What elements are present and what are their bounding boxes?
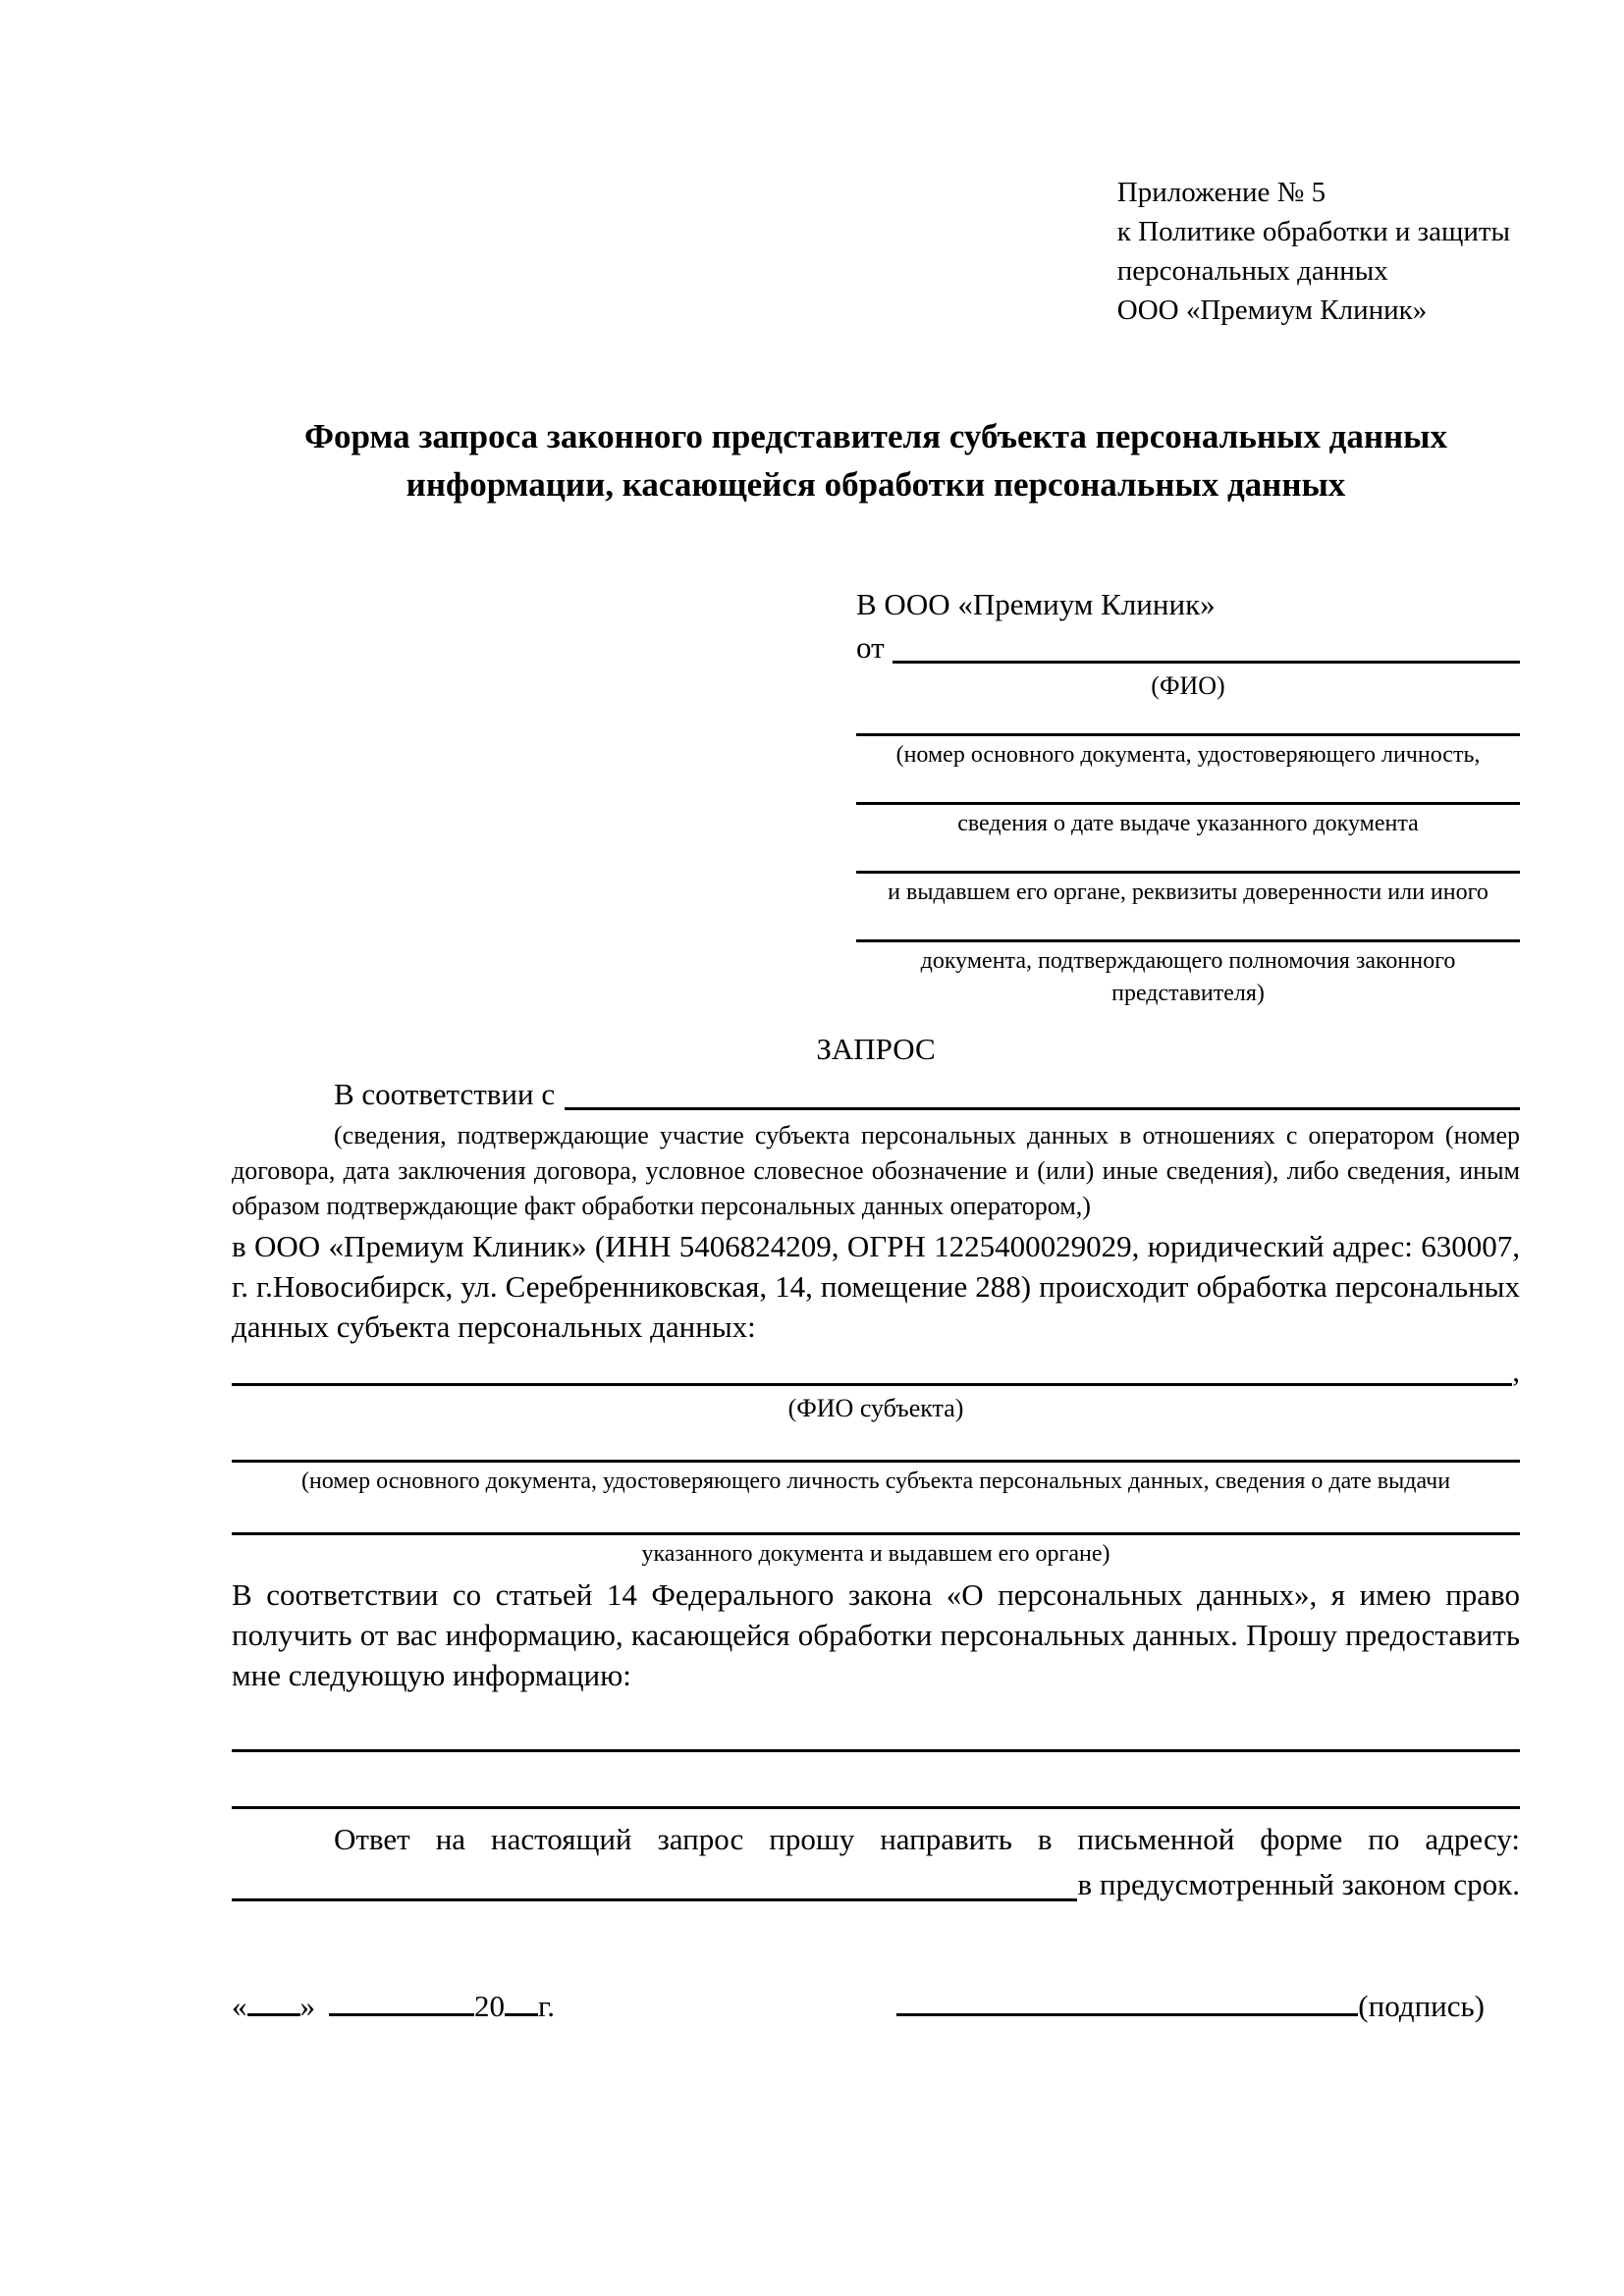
rights-paragraph: В соответствии со статьей 14 Федерального закона «О персональных данных», я имею право получить от вас информацию, касающейся обработки персональных данных. Прошу предоставить мне следующую информацию:	[232, 1577, 1520, 1692]
answer-deadline-text: в предусмотренный законом срок.	[1077, 1867, 1520, 1901]
annex-reference-line: Приложение № 5	[1116, 177, 1326, 208]
date-open-quote: «	[232, 1989, 247, 2023]
subject-document-field	[232, 1447, 1520, 1498]
annex-reference-line: персональных данных	[1116, 255, 1388, 287]
from-label: от	[856, 630, 885, 665]
subject-document-field	[232, 1520, 1520, 1571]
representative-document-caption: документа, подтверждающего полномочия законного представителя)	[920, 948, 1456, 1006]
representative-document-field	[856, 927, 1520, 1010]
answer-address-row	[232, 1862, 1520, 1907]
representative-document-blank-line	[856, 927, 1520, 942]
basis-label: В соответствии с	[334, 1077, 556, 1111]
subject-document-caption: (номер основного документа, удостоверяющего личность субъекта персональных данных, сведения о дате выдачи	[300, 1468, 1451, 1494]
date-year-suffix: г.	[538, 1989, 555, 2023]
request-heading: ЗАПРОС	[816, 1032, 936, 1066]
date-month-blank	[329, 1984, 474, 2016]
representative-document-blank-line	[856, 721, 1520, 736]
representative-document-blank-line	[856, 789, 1520, 805]
answer-paragraph: Ответ на настоящий запрос прошу направить в письменной форме по адресу:	[334, 1822, 1520, 1856]
representative-document-field	[856, 789, 1520, 840]
representative-document-caption: (номер основного документа, удостоверяющего личность,	[895, 742, 1481, 768]
annex-reference-line: ООО «Премиум Клиник»	[1116, 294, 1428, 326]
operator-paragraph: в ООО «Премиум Клиник» (ИНН 5406824209, ОГРН 1225400029029, юридический адрес: 630007, г. г.Новосибирск, ул. Серебренниковская, 14, помещение 288) происходит обработка персональных данных субъекта персональных данных:	[232, 1229, 1520, 1344]
requested-info-blank-line	[232, 1793, 1520, 1809]
from-row	[856, 626, 1520, 669]
representative-document-caption: сведения о дате выдаче указанного документа	[957, 811, 1419, 836]
requested-info-blank-line	[232, 1736, 1520, 1752]
date-year-blank	[505, 1984, 538, 2016]
addressee-block	[856, 583, 1520, 1010]
document-title: Форма запроса законного представителя субъекта персональных данных информации, касающейся обработки персональных данных	[304, 417, 1447, 504]
subject-fio-caption: (ФИО субъекта)	[787, 1394, 964, 1422]
subject-document-blank-line	[232, 1520, 1520, 1535]
signature-caption: (подпись)	[1358, 1989, 1485, 2023]
subject-document-blank-line	[232, 1447, 1520, 1463]
date-year-prefix: 20	[474, 1989, 505, 2023]
representative-document-field	[856, 858, 1520, 909]
subject-fio-row	[232, 1351, 1520, 1392]
annex-block	[1117, 173, 1510, 330]
date-day-blank	[247, 1984, 300, 2016]
answer-address-blank-line	[232, 1862, 1077, 1901]
subject-document-caption: указанного документа и выдавшем его органе)	[641, 1541, 1110, 1567]
basis-caption: (сведения, подтверждающие участие субъекта персональных данных в отношениях с оператором (номер договора, дата заключения договора, условное словесное обозначение и (или) иные сведения), либо сведения, иным образом подтверждающие факт обработки персональных данных оператором,)	[232, 1121, 1520, 1220]
subject-fio-comma: ,	[1512, 1354, 1520, 1388]
basis-row	[232, 1073, 1520, 1116]
signature-blank-line	[896, 1984, 1358, 2016]
subject-fio-blank-line	[232, 1351, 1512, 1386]
footer-row	[232, 1984, 1520, 2028]
addressee-organization: В ООО «Премиум Клиник»	[856, 587, 1216, 621]
representative-document-caption: и выдавшем его органе, реквизиты доверенности или иного	[888, 880, 1489, 905]
date-field	[232, 1984, 555, 2028]
annex-reference-line: к Политике обработки и защиты	[1116, 216, 1510, 247]
signature-field	[896, 1984, 1485, 2028]
basis-blank-line	[565, 1073, 1520, 1110]
fio-caption: (ФИО)	[1151, 671, 1225, 700]
representative-document-blank-line	[856, 858, 1520, 874]
date-close-quote: »	[299, 1989, 315, 2023]
representative-name-blank-line	[893, 626, 1520, 664]
representative-document-field	[856, 721, 1520, 772]
